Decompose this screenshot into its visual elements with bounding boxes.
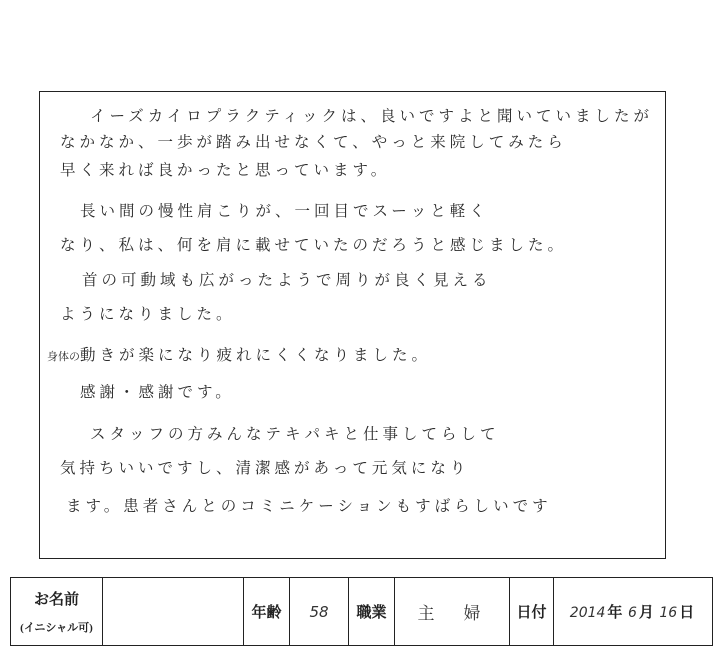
date-value — [554, 578, 713, 646]
date-month-unit: 月 — [638, 605, 654, 621]
letter-line: なり、私は、何を肩に載せていたのだろうと感じました。 — [60, 236, 568, 254]
letter-line: ようになりました。 — [60, 305, 236, 323]
age-value: 58 — [290, 578, 349, 646]
letter-line: なかなか、一歩が踏み出せなくて、やっと来院してみたら — [60, 133, 567, 151]
letter-line: 感謝・感謝です。 — [80, 383, 235, 401]
date-year-unit: 年 — [607, 605, 623, 621]
letter-line: 首の可動域も広がったようで周りが良く見える — [82, 271, 492, 289]
date-month: 6 — [627, 605, 637, 621]
name-label-cell — [11, 578, 103, 646]
letter-line: 気持ちいいですし、清潔感があって元気になり — [60, 459, 470, 477]
letter-text: 動きが楽になり疲れにくくなりました。 — [80, 346, 432, 364]
name-label: お名前 — [33, 592, 79, 608]
date-day-unit: 日 — [679, 605, 695, 621]
letter-line: イーズカイロプラクティックは、良いですよと聞いていましたが — [90, 107, 654, 125]
letter-line: 長い間の慢性肩こりが、一回目でスーッと軽く — [80, 202, 489, 220]
letter-line: ます。患者さんとのコミニケーションもすばらしいです — [66, 497, 552, 515]
letter-line: 早く来れば良かったと思っています。 — [60, 161, 391, 179]
customer-info-table — [10, 577, 713, 646]
letter-prefix: 身体の — [47, 350, 80, 363]
letter-line: スタッフの方みんなテキパキと仕事してらして — [90, 425, 500, 443]
job-value: 主 婦 — [395, 578, 510, 646]
date-label: 日付 — [510, 578, 554, 646]
date-year: 2014 — [569, 605, 606, 621]
age-label: 年齢 — [244, 578, 290, 646]
name-sub-label: (イニシャル可) — [20, 622, 93, 634]
job-label: 職業 — [349, 578, 395, 646]
letter-line-with-prefix — [47, 343, 431, 365]
date-day: 16 — [659, 605, 678, 621]
name-value — [103, 578, 244, 646]
